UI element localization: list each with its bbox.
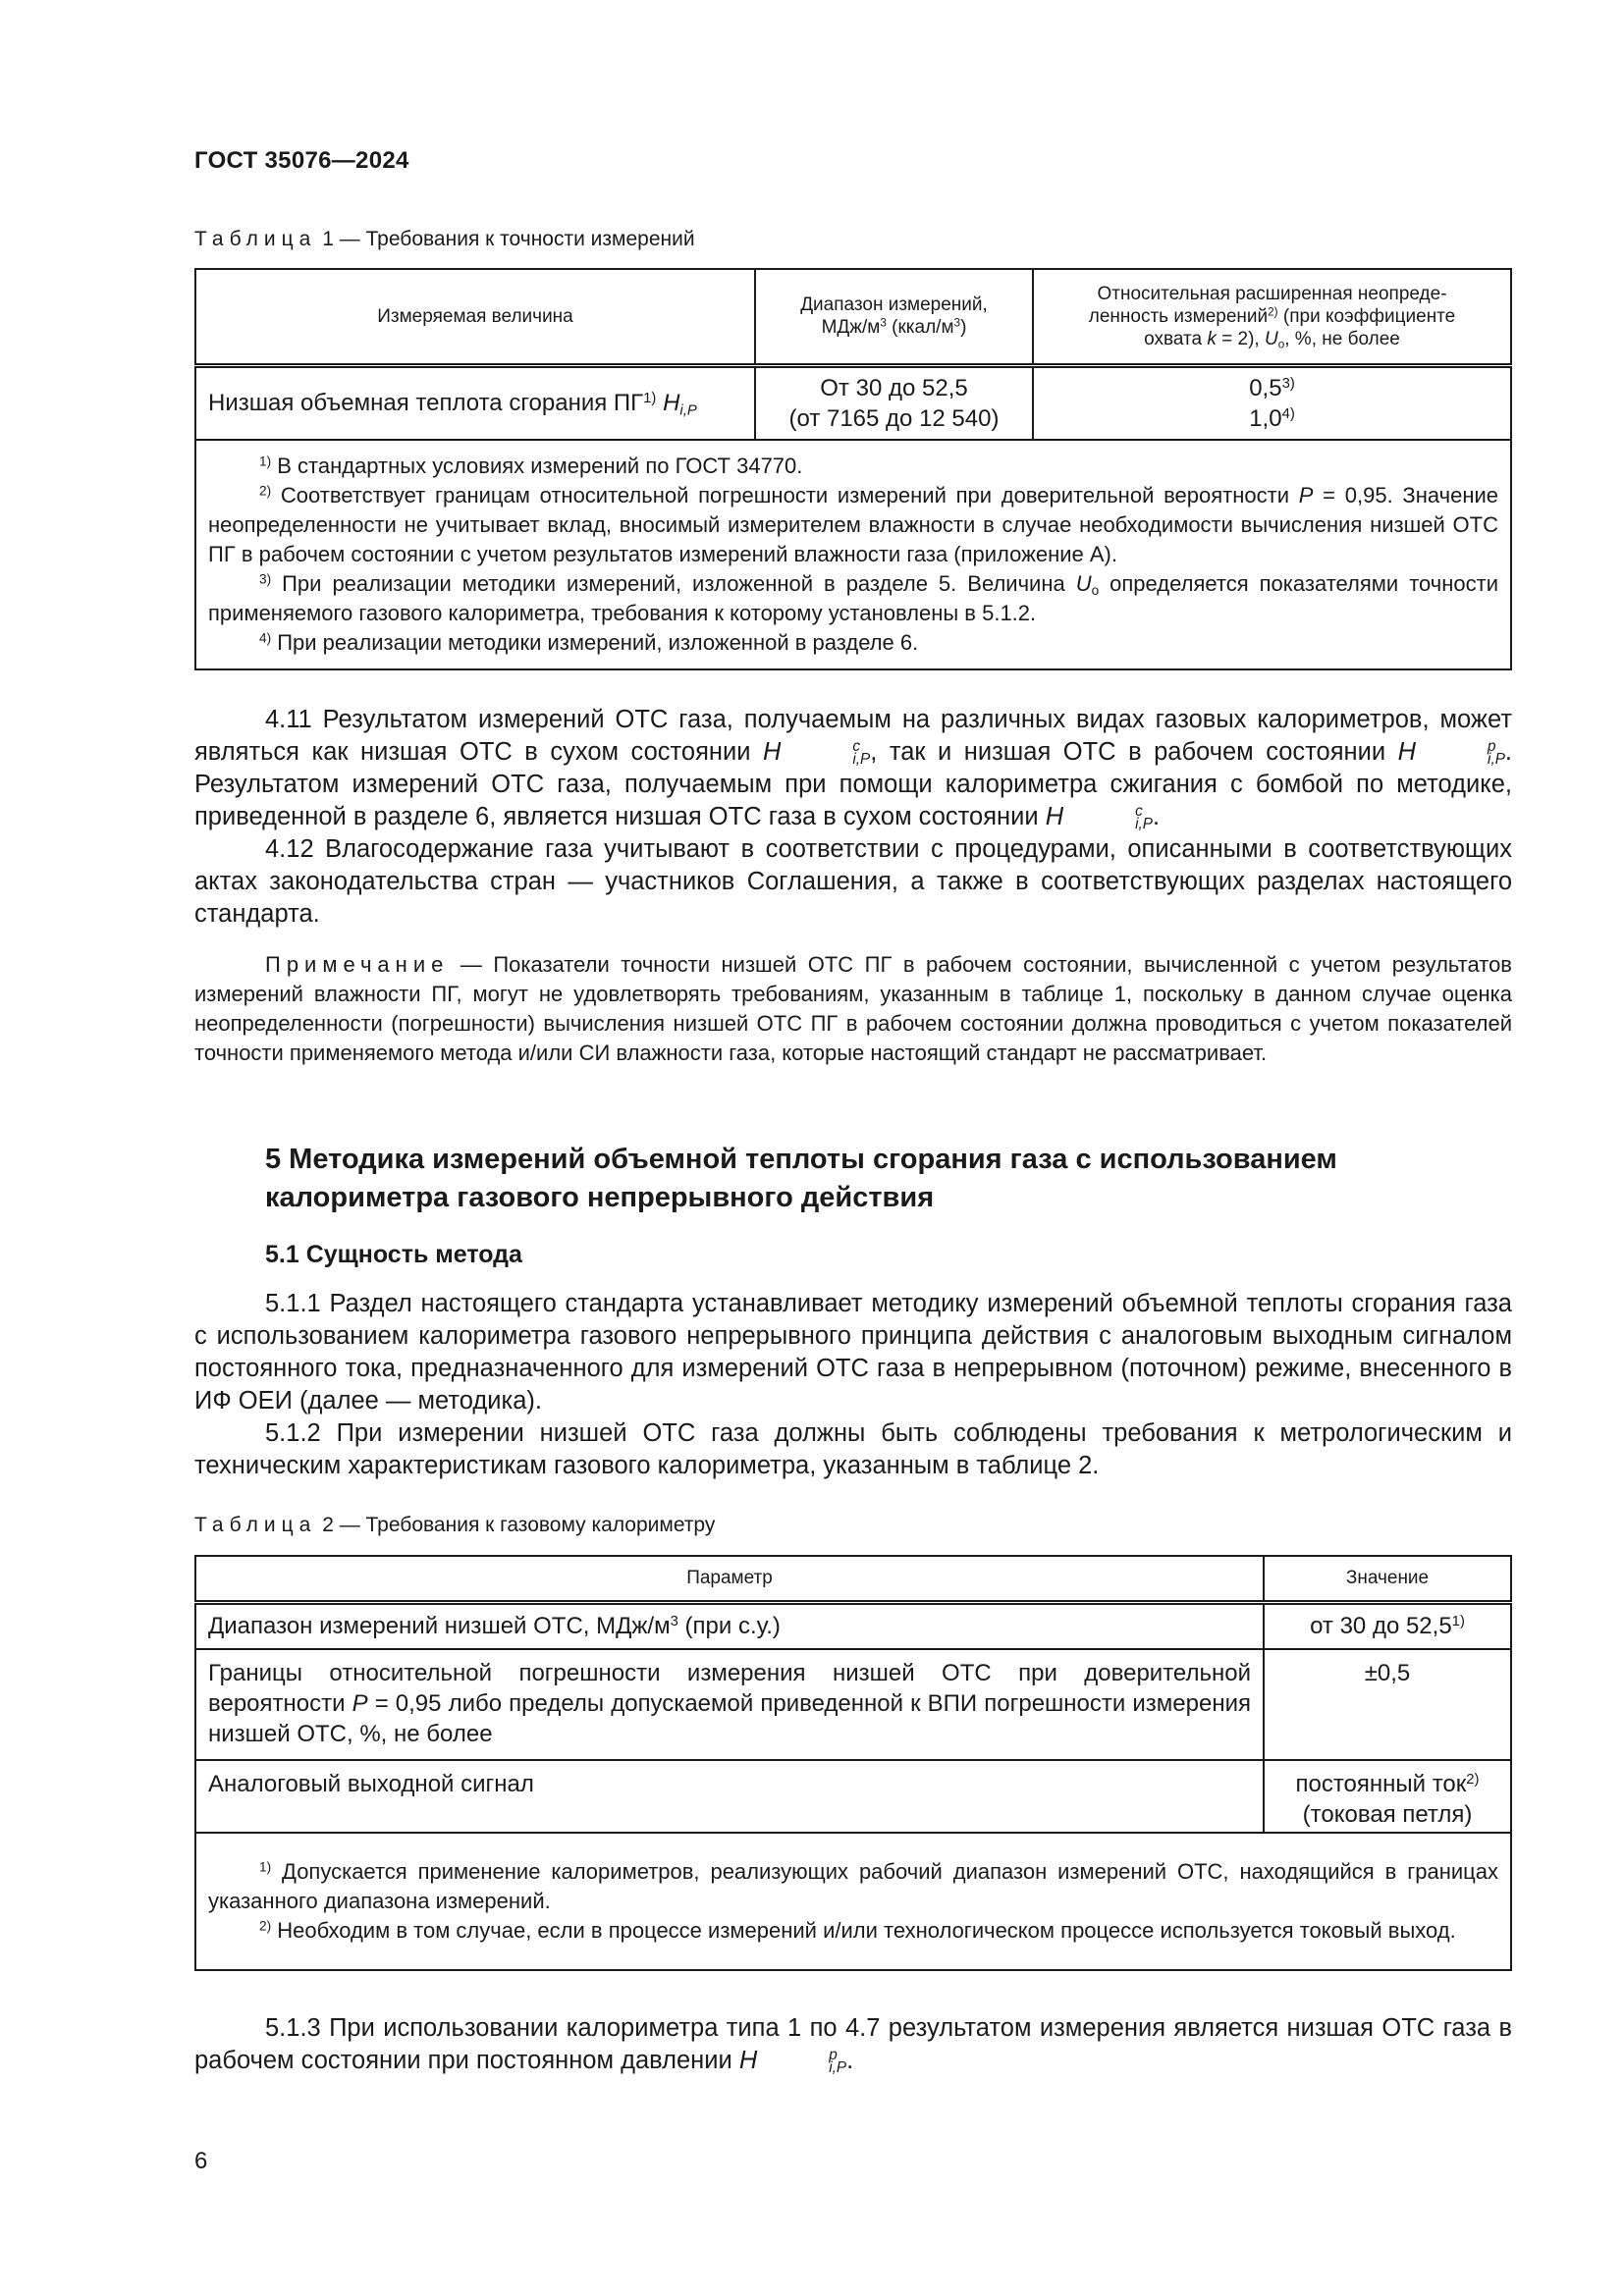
table1-caption — [194, 228, 695, 251]
subsection-5-1-title: 5.1 Сущность метода — [265, 1241, 522, 1268]
table1-caption-text: 1 — Требования к точности измерений — [322, 228, 695, 250]
table2-footnotes-row — [195, 1833, 1511, 1970]
document-code: ГОСТ 35076—2024 — [194, 147, 409, 174]
table2-row-signal — [195, 1760, 1511, 1833]
table1-footnote-3: $^{3)}$ При реализации методики измерений, изложенной в разделе 5. Величина $U_o$ определяется показателями точности применяемого газового калориметра, требования к которому установлены в 5.1.2. — [208, 571, 1498, 625]
table2-caption-text: 2 — Требования к газовому калориметру — [322, 1514, 716, 1536]
table2-cell-value: от 30 до 52,5$^{1)}$ — [1264, 1602, 1511, 1649]
table1-header-range: Диапазон измерений, МДж/$м^3$ $(ккал/м^3)$ — [755, 269, 1033, 365]
table1-cell-range: От 30 до 52,5 (от 7165 до 12 540) — [755, 365, 1033, 440]
paragraph-5-1-3-block — [194, 2012, 1512, 2077]
note-block — [194, 950, 1512, 1068]
paragraph-5-1-1: 5.1.1 Раздел настоящего стандарта устанавливает методику измерений объемной теплоты сгорания газа с использованием калориметра газового непрерывного принципа действия с аналоговым выходным сигналом постоянного тока, предназначенного для измерений ОТС газа в непрерывном (поточном) режиме, внесенного в ИФ ОЕИ (далее — методика). — [194, 1290, 1512, 1415]
paragraph-5-1-2: 5.1.2 При измерении низшей ОТС газа должны быть соблюдены требования к метрологическим и техническим характеристикам газового калориметра, указанным в таблице 2. — [194, 1419, 1512, 1479]
table-accuracy-requirements — [194, 268, 1512, 670]
table2-footnote-1: $^{1)}$ Допускается применение калориметров, реализующих рабочий диапазон измерений ОТС, находящийся в границах указанного диапазона измерений. — [208, 1859, 1498, 1913]
table2-cell-param: Диапазон измерений низшей ОТС, МДж/$м^3$ (при с.у.) — [195, 1602, 1264, 1649]
table2-row-error — [195, 1649, 1511, 1760]
table1-footnote-1: $^{1)}$ В стандартных условиях измерений по ГОСТ 34770. — [259, 454, 803, 478]
symbol-h-dry-2: H c i,P — [1045, 802, 1153, 833]
table2-row-range — [195, 1602, 1511, 1649]
note-text: — Показатели точности низшей ОТС ПГ в рабочем состоянии, вычисленной с учетом результатов измерений влажности ПГ, могут не удовлетворять требованиям, указанным в таблице 1, поскольку в данном случае оценка неопределенности (погрешности) вычисления низшей ОТС ПГ в рабочем состоянии должна проводиться с учетом показателей точности применяемого метода и/или СИ влажности газа, которые настоящий стандарт не рассматривает. — [194, 952, 1512, 1065]
paragraphs-5-1 — [194, 1288, 1512, 1482]
table-calorimeter-requirements — [194, 1555, 1512, 1971]
table2-cell-param: Аналоговый выходной сигнал — [195, 1760, 1264, 1833]
paragraphs-4-11-4-12 — [194, 704, 1512, 931]
table1-footnotes-row — [195, 440, 1511, 669]
table2-header-row — [195, 1556, 1511, 1602]
paragraph-4-11: 4.11 Результатом измерений ОТС газа, получаемым на различных видах газовых калориметров, может являться как низшая ОТС в сухом состоянии H c i,P , так и низшая ОТС в рабочем состоянии H p i,P . Результатом измерений ОТС газа, получаемым при помощи калориметра сжигания с бомбой по методике, приведенной в разделе 6, является низшая ОТС газа в сухом состоянии H c i,P . — [194, 706, 1512, 833]
table2-header-parameter: Параметр — [195, 1556, 1264, 1602]
symbol-h-working: H p i,P — [1397, 737, 1505, 769]
table1-header-uncertainty: Относительная расширенная неопреде- ленность измерений$^{2)}$ (при коэффициенте охвата k = 2), $U_o$, %, не более — [1033, 269, 1511, 365]
section-5-title: 5 Методика измерений объемной теплоты сгорания газа с использованием калориметра газового непрерывного действия — [265, 1144, 1337, 1213]
table2-caption — [194, 1514, 715, 1537]
paragraph-5-1-3: 5.1.3 При использовании калориметра типа 1 по 4.7 результатом измерения является низшая ОТС газа в рабочем состоянии при постоянном давлении H p i,P . — [194, 2014, 1512, 2077]
table1-data-row — [195, 365, 1511, 440]
table1-header-quantity: Измеряемая величина — [195, 269, 755, 365]
table1-footnote-4: $^{4)}$ При реализации методики измерений, изложенной в разделе 6. — [259, 630, 919, 655]
table2-cell-value: ±0,5 — [1264, 1649, 1511, 1760]
table2-footnote-2: $^{2)}$ Необходим в том случае, если в процессе измерений и/или технологическом процессе используется токовый выход. — [259, 1918, 1456, 1943]
table1-header-row — [195, 269, 1511, 365]
table2-cell-value: постоянный ток$^{2)}$ (токовая петля) — [1264, 1760, 1511, 1833]
table2-header-value: Значение — [1264, 1556, 1511, 1602]
table1-footnotes — [195, 440, 1511, 669]
table2-cell-param: Границы относительной погрешности измерения низшей ОТС при доверительной вероятности P = 0,95 либо пределы допускаемой приведенной к ВПИ погрешности измерения низшей ОТС, %, не более — [195, 1649, 1264, 1760]
symbol-h-dry: H c i,P — [762, 737, 871, 769]
table1-caption-word: Таблица — [194, 228, 317, 250]
symbol-h-working-pressure: H p i,P — [738, 2046, 847, 2077]
table1-cell-quantity: Низшая объемная теплота сгорания ПГ$^{1)}$ $H_{i,P}$ — [195, 365, 755, 440]
paragraph-4-12: 4.12 Влагосодержание газа учитывают в соответствии с процедурами, описанными в соответствующих актах законодательства стран — участников Соглашения, а также в соответствующих разделах настоящего стандарта. — [194, 835, 1512, 928]
table2-caption-word: Таблица — [194, 1514, 317, 1536]
table2-footnotes — [195, 1833, 1511, 1970]
table1-cell-uncertainty: 0,5$^{3)}$ 1,0$^{4)}$ — [1033, 365, 1511, 440]
note-label: Примечание — [265, 952, 450, 977]
table1-footnote-2: $^{2)}$ Соответствует границам относительной погрешности измерений при доверительной вероятности P = 0,95. Значение неопределенности не учитывает вклад, вносимый измерителем влажности в случае необходимости вычисления низшей ОТС ПГ в рабочем состоянии с учетом результатов измерений влажности газа (приложение А). — [208, 483, 1498, 566]
page-number: 6 — [194, 2148, 208, 2174]
